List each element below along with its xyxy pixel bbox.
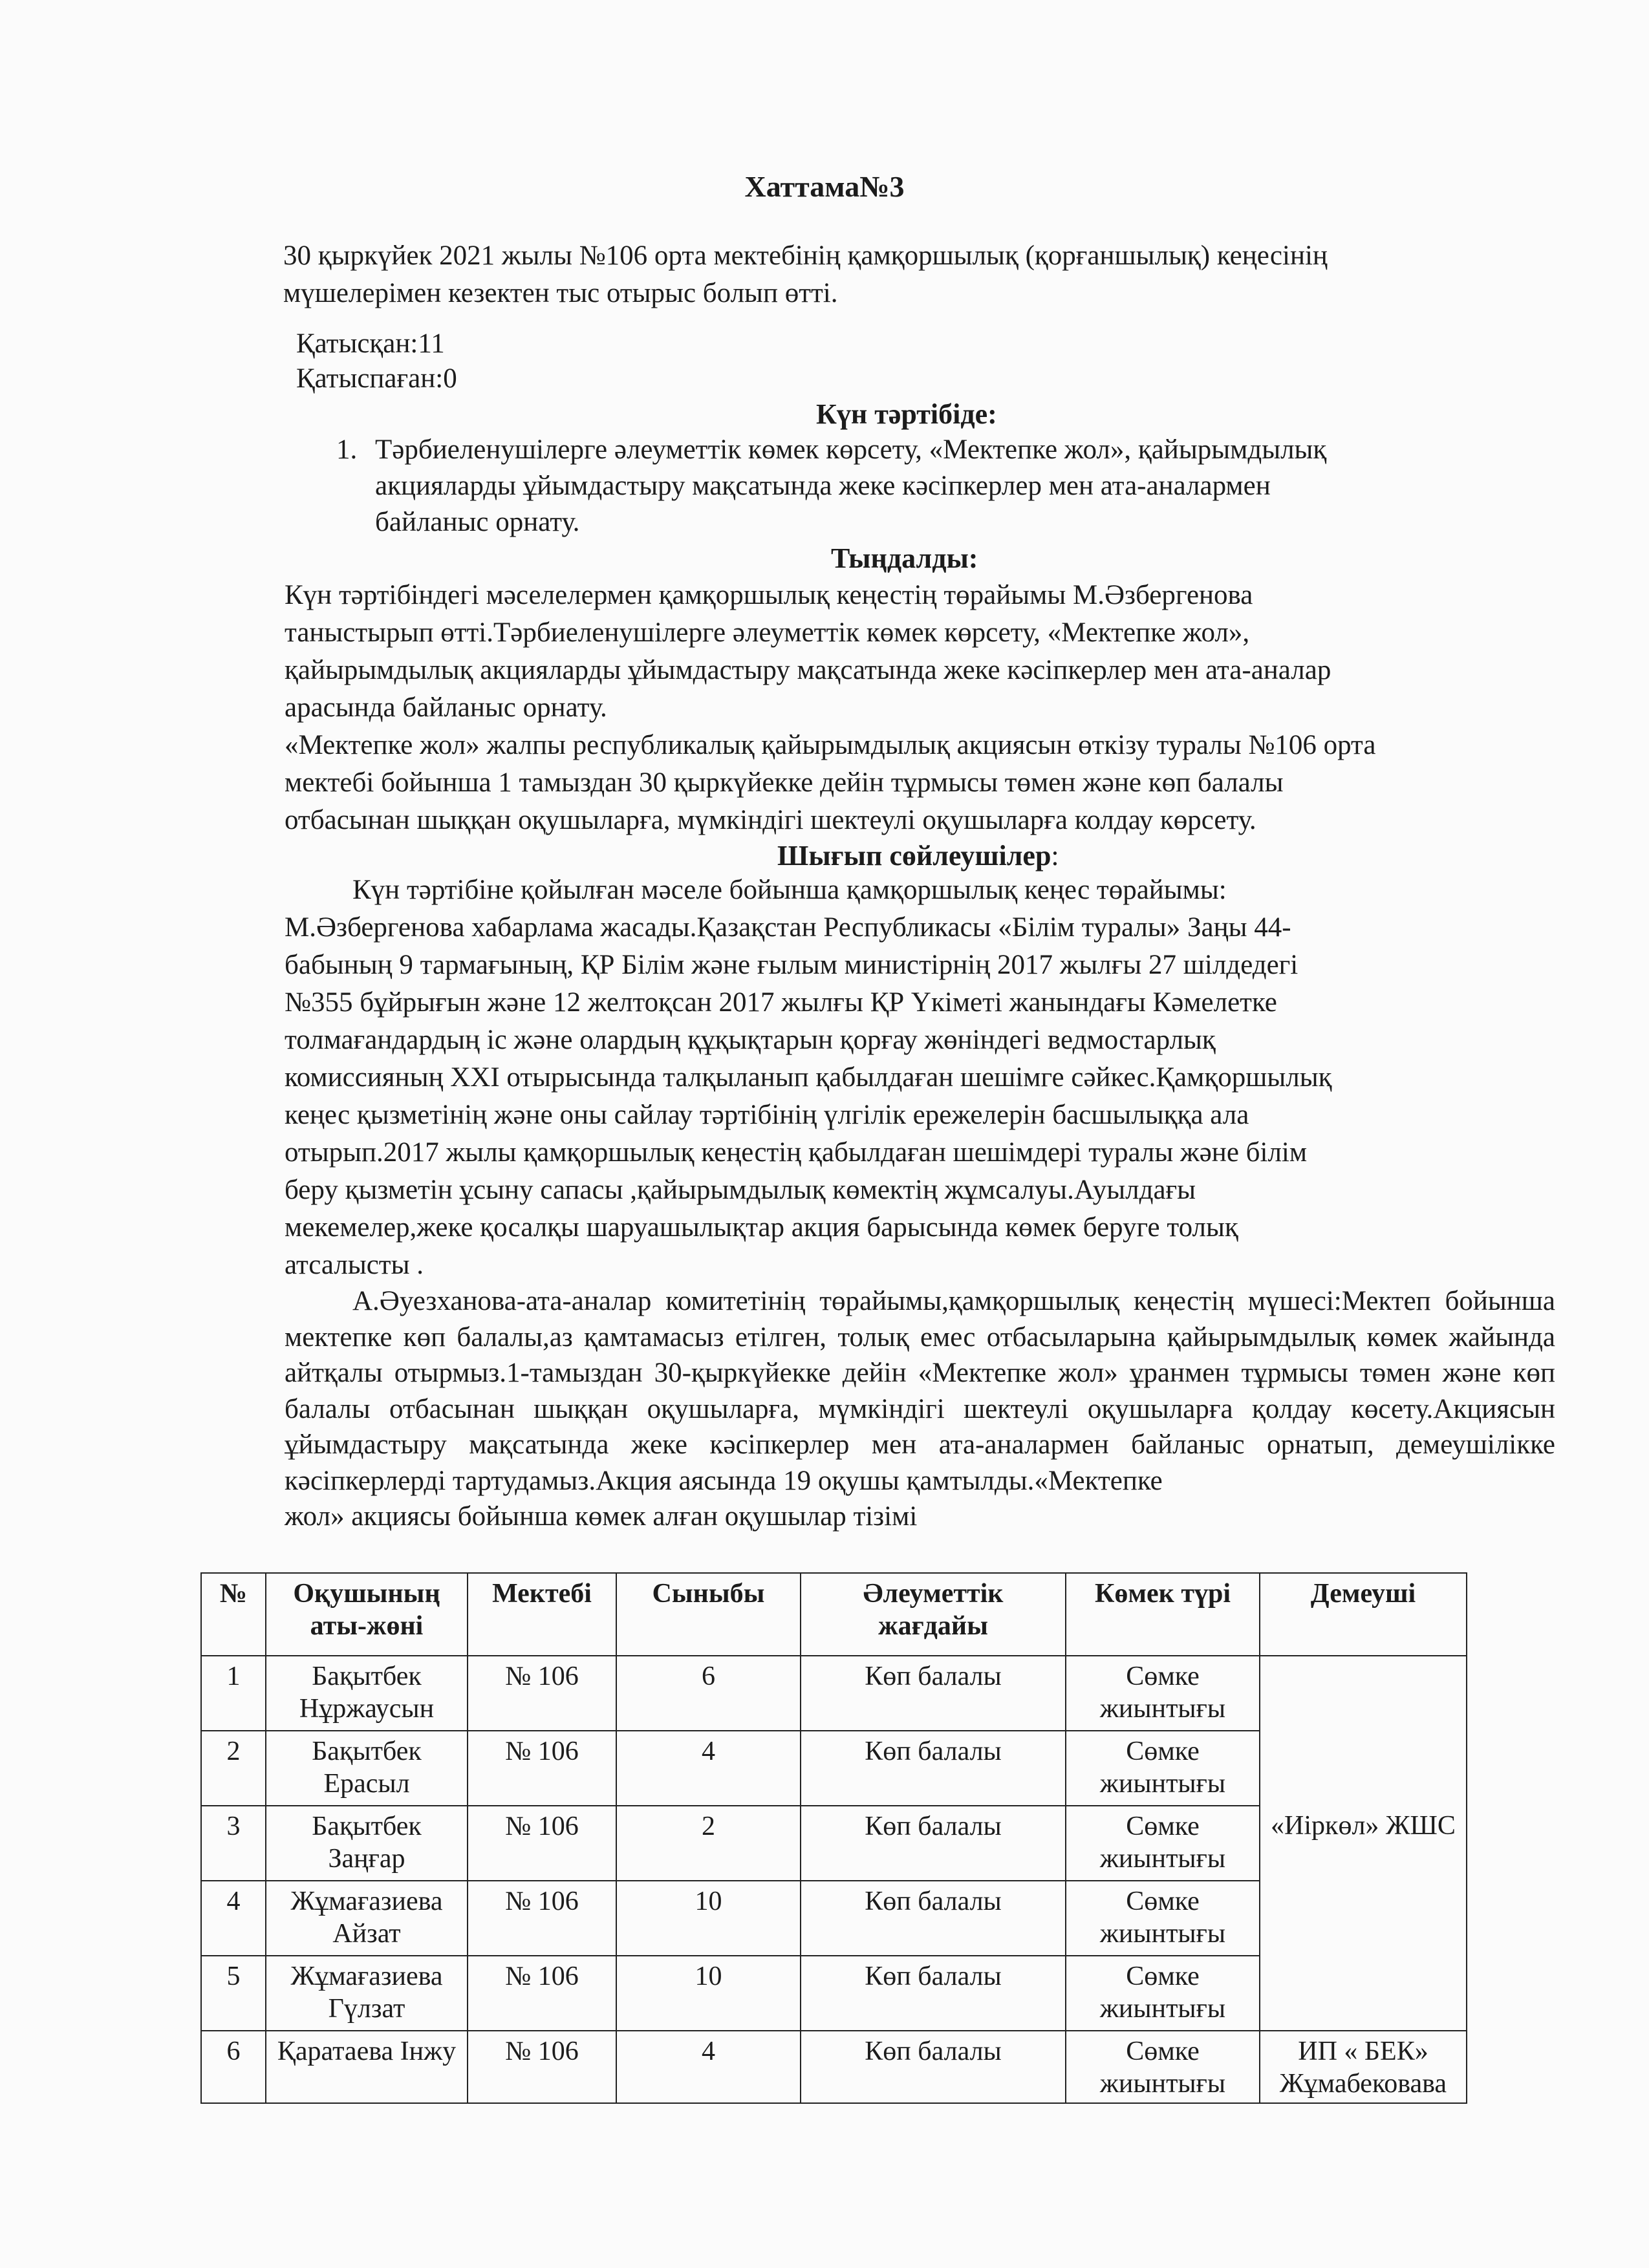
speakers-heading-colon: : bbox=[1051, 840, 1059, 872]
speakers-p1-line-6: комиссияның XXI отырысында талқыланып қабылдаған шешімге сәйкес.Қамқоршылық bbox=[285, 1062, 1332, 1093]
cell-grade: 6 bbox=[616, 1656, 801, 1731]
cell-social-status: Көп балалы bbox=[801, 1881, 1066, 1956]
cell-student-name: Бақытбек Заңғар bbox=[266, 1806, 468, 1881]
cell-number: 3 bbox=[201, 1806, 266, 1881]
header-aid-type: Көмек түрі bbox=[1066, 1573, 1260, 1656]
cell-aid-type: Сөмке жиынтығы bbox=[1066, 1956, 1260, 2031]
table-row bbox=[201, 1656, 1467, 1731]
cell-school: № 106 bbox=[468, 1656, 616, 1731]
cell-number: 2 bbox=[201, 1731, 266, 1806]
agenda-heading: Күн тәртібіде: bbox=[816, 398, 997, 430]
speakers-paragraph-2 bbox=[285, 1283, 1555, 1535]
cell-aid-type: Сөмке жиынтығы bbox=[1066, 1656, 1260, 1731]
agenda-item-line-3: байланыс орнату. bbox=[375, 507, 580, 537]
speakers-p1-line-10: мекемелер,жеке қосалқы шаруашылықтар акция барысында көмек беруге толық bbox=[285, 1212, 1238, 1243]
attended-count: Қатысқан:11 bbox=[296, 328, 445, 359]
agenda-item-line-1: Тәрбиеленушілерге әлеуметтік көмек көрсету, «Мектепке жол», қайырымдылық bbox=[375, 434, 1327, 465]
cell-school: № 106 bbox=[468, 1881, 616, 1956]
cell-school: № 106 bbox=[468, 1956, 616, 2031]
speakers-p1-line-3: бабының 9 тармағының, ҚР Білім және ғылым министірнің 2017 жылғы 27 шілдедегі bbox=[285, 950, 1299, 980]
listened-line-2: таныстырып өтті.Тәрбиеленушілерге әлеуметтік көмек көрсету, «Мектепке жол», bbox=[285, 617, 1250, 648]
listened-line-1: Күн тәртібіндегі мәселелермен қамқоршылық кеңестің төрайымы М.Әзбергенова bbox=[285, 580, 1253, 610]
speakers-p1-line-7: кеңес қызметінің және оны сайлау тәртібінің үлгілік ережелерін басшылыққа ала bbox=[285, 1100, 1249, 1130]
speakers-p1-line-4: №355 бұйрығын және 12 желтоқсан 2017 жылғы ҚР Үкіметі жанындағы Кәмелетке bbox=[285, 987, 1277, 1018]
speakers-p1-line-1: Күн тәртібіне қойылған мәселе бойынша қамқоршылық кеңес төрайымы: bbox=[352, 875, 1227, 905]
cell-social-status: Көп балалы bbox=[801, 1806, 1066, 1881]
intro-line-1: 30 қыркүйек 2021 жылы №106 орта мектебінің қамқоршылық (қорғаншылық) кеңесінің bbox=[283, 241, 1328, 271]
intro-line-2: мүшелерімен кезектен тыс отырыс болып өтті. bbox=[283, 278, 838, 308]
cell-school: № 106 bbox=[468, 1731, 616, 1806]
document-title: Хаттама№3 bbox=[744, 170, 905, 203]
speakers-p1-line-2: М.Әзбергенова хабарлама жасады.Қазақстан Республикасы «Білім туралы» Заңы 44- bbox=[285, 912, 1291, 943]
cell-sponsor-merged: «Иіркөл» ЖШС bbox=[1260, 1656, 1467, 2031]
cell-number: 5 bbox=[201, 1956, 266, 2031]
cell-school: № 106 bbox=[468, 2031, 616, 2103]
cell-school: № 106 bbox=[468, 1806, 616, 1881]
cell-number: 1 bbox=[201, 1656, 266, 1731]
cell-grade: 10 bbox=[616, 1956, 801, 2031]
cell-student-name: Жұмағазиева Гүлзат bbox=[266, 1956, 468, 2031]
listened-heading: Тыңдалды: bbox=[831, 542, 978, 574]
absent-count: Қатыспаған:0 bbox=[296, 363, 457, 394]
cell-social-status: Көп балалы bbox=[801, 1731, 1066, 1806]
agenda-item-number: 1. bbox=[336, 434, 358, 465]
speakers-p1-line-5: толмағандардың іс және олардың құқықтарын қорғау жөніндегі ведмостарлық bbox=[285, 1025, 1216, 1055]
cell-student-name: Бақытбек Нұржаусын bbox=[266, 1656, 468, 1731]
cell-student-name: Жұмағазиева Айзат bbox=[266, 1881, 468, 1956]
listened-line-7: отбасынан шыққан оқушыларға, мүмкіндігі шектеулі оқушыларға колдау көрсету. bbox=[285, 805, 1256, 835]
speakers-heading-text: Шығып сөйлеушілер bbox=[777, 840, 1051, 872]
agenda-item-line-2: акцияларды ұйымдастыру мақсатында жеке кәсіпкерлер мен ата-аналармен bbox=[375, 471, 1271, 501]
listened-line-3: қайырымдылық акцияларды ұйымдастыру мақсатында жеке кәсіпкерлер мен ата-аналар bbox=[285, 655, 1331, 685]
cell-aid-type: Сөмке жиынтығы bbox=[1066, 1881, 1260, 1956]
listened-line-4: арасында байланыс орнату. bbox=[285, 692, 607, 723]
students-aid-table bbox=[200, 1572, 1467, 2104]
cell-grade: 4 bbox=[616, 2031, 801, 2103]
header-school: Мектебі bbox=[468, 1573, 616, 1656]
speakers-heading bbox=[777, 839, 1059, 872]
listened-line-5: «Мектепке жол» жалпы республикалық қайырымдылық акциясын өткізу туралы №106 орта bbox=[285, 730, 1376, 760]
cell-number: 4 bbox=[201, 1881, 266, 1956]
speakers-p2-text: А.Әуезханова-ата-аналар комитетінің төрайымы,қамқоршылық кеңестің мүшесі:Мектеп бойынша мектепке көп балалы,аз қамтамасыз етілген, толық емес отбасыларына қайырымдылық көмек жайында айтқалы отырмыз.1-тамыздан 30-қыркүйекке дейін «Мектепке жол» ұранмен тұрмысы төмен және көп балалы отбасынан шыққан оқушыларға, мүмкіндігі шектеулі оқушыларға қолдау көсету.Акциясын ұйымдастыру мақсатында жеке кәсіпкерлер мен ата-аналармен байланыс орнатып, демеушілікке кәсіпкерлерді тартудамыз.Акция аясында 19 оқушы қамтылды.«Мектепке bbox=[285, 1286, 1555, 1496]
listened-line-6: мектебі бойынша 1 тамыздан 30 қыркүйекке дейін тұрмысы төмен және көп балалы bbox=[285, 767, 1284, 798]
header-number: № bbox=[201, 1573, 266, 1656]
cell-social-status: Көп балалы bbox=[801, 1956, 1066, 2031]
header-grade: Сыныбы bbox=[616, 1573, 801, 1656]
cell-grade: 4 bbox=[616, 1731, 801, 1806]
cell-aid-type: Сөмке жиынтығы bbox=[1066, 2031, 1260, 2103]
cell-aid-type: Сөмке жиынтығы bbox=[1066, 1731, 1260, 1806]
speakers-p1-line-8: отырып.2017 жылы қамқоршылық кеңестің қабылдаған шешімдері туралы және білім bbox=[285, 1137, 1308, 1168]
cell-sponsor: ИП « БЕК» Жұмабековава bbox=[1260, 2031, 1467, 2103]
cell-social-status: Көп балалы bbox=[801, 1656, 1066, 1731]
speakers-p1-line-11: атсалысты . bbox=[285, 1250, 424, 1280]
cell-student-name: Қаратаева Інжу bbox=[266, 2031, 468, 2103]
speakers-p1-line-9: беру қызметін ұсыну сапасы ,қайырымдылық көмектің жұмсалуы.Ауылдағы bbox=[285, 1175, 1196, 1205]
table-header-row bbox=[201, 1573, 1467, 1656]
cell-social-status: Көп балалы bbox=[801, 2031, 1066, 2103]
header-sponsor: Демеуші bbox=[1260, 1573, 1467, 1656]
header-social-status: Әлеуметтік жағдайы bbox=[801, 1573, 1066, 1656]
cell-grade: 10 bbox=[616, 1881, 801, 1956]
table-row bbox=[201, 2031, 1467, 2103]
cell-student-name: Бақытбек Ерасыл bbox=[266, 1731, 468, 1806]
cell-number: 6 bbox=[201, 2031, 266, 2103]
cell-aid-type: Сөмке жиынтығы bbox=[1066, 1806, 1260, 1881]
cell-grade: 2 bbox=[616, 1806, 801, 1881]
header-student-name: Оқушының аты-жөні bbox=[266, 1573, 468, 1656]
speakers-p2-last-line: жол» акциясы бойынша көмек алған оқушылар тізімі bbox=[285, 1501, 918, 1532]
